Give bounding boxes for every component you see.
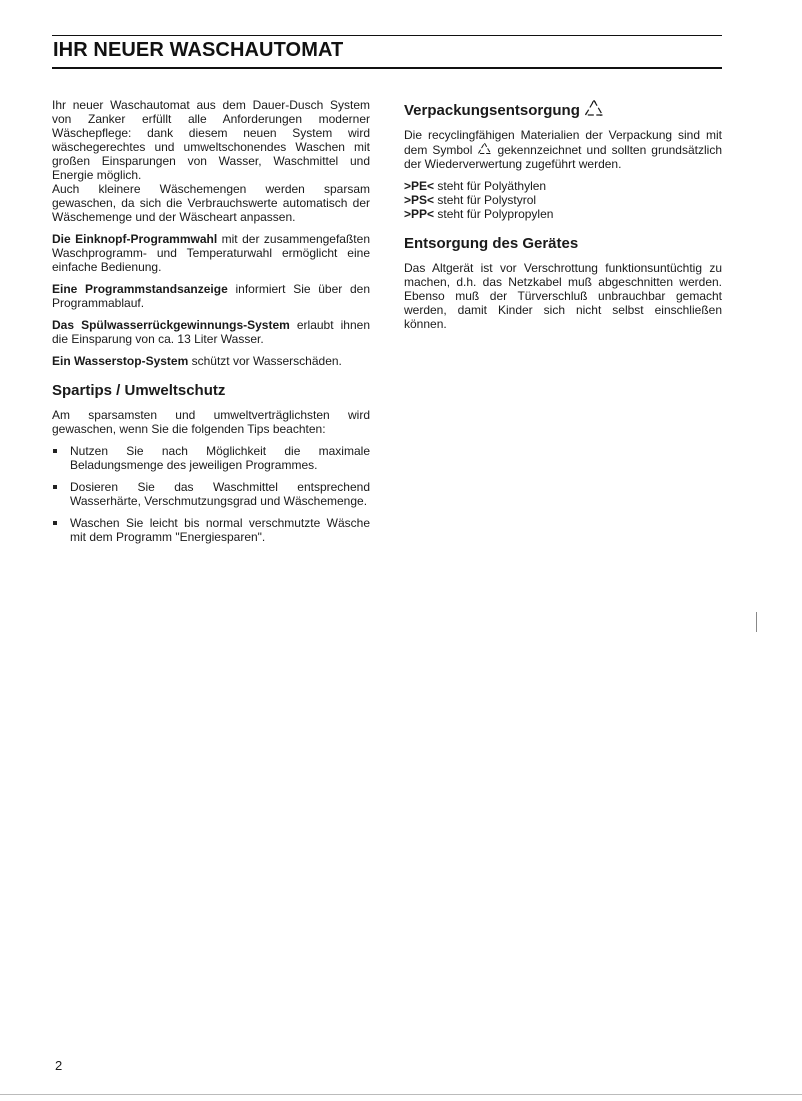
feature-title: Eine Programmstandsanzeige (52, 282, 228, 296)
right-column (404, 99, 722, 339)
feature-programmstandsanzeige (52, 282, 370, 310)
feature-programmwahl (52, 232, 370, 274)
feature-spuelwasser (52, 318, 370, 346)
spartips-list (52, 444, 370, 544)
material-code-row (404, 179, 722, 193)
page-number: 2 (55, 1058, 63, 1073)
verpackung-text-a: Die recyclingfähigen Materialien der Verpackung sind mit dem Symbol (404, 128, 722, 157)
header-rule-top (52, 35, 722, 36)
heading-text: Verpackungsentsorgung (404, 102, 580, 119)
bullet-icon (53, 485, 57, 489)
intro-paragraph-2: Auch kleinere Wäschemengen werden sparsam gewaschen, da sich die Verbrauchswerte automatisch der Wäschemenge und der Wäscheart anpassen. (52, 182, 370, 224)
feature-text: erlaubt ihnen die Einsparung von ca. 13 Liter Wasser. (52, 318, 370, 346)
material-code-row (404, 193, 722, 207)
feature-title: Ein Wasserstop-System (52, 354, 189, 368)
bullet-icon (53, 449, 57, 453)
feature-title: Das Spülwasserrückgewinnungs-System (52, 318, 290, 332)
verpackung-text (404, 128, 722, 171)
page-title: IHR NEUER WASCHAUTOMAT (53, 39, 344, 61)
material-code: >PE< (404, 179, 435, 193)
material-desc: steht für Polystyrol (434, 193, 537, 207)
header-rule-bottom (52, 67, 722, 69)
spartips-intro: Am sparsamsten und umweltverträglichsten wird gewaschen, wenn Sie die folgenden Tips beachten: (52, 408, 370, 436)
material-desc: steht für Polyäthylen (434, 179, 547, 193)
recycle-icon (477, 142, 492, 155)
feature-text: informiert Sie über den Programmablauf. (52, 282, 370, 310)
list-item-text: Waschen Sie leicht bis normal verschmutzte Wäsche mit dem Programm "Energiesparen". (70, 516, 370, 544)
bullet-icon (53, 521, 57, 525)
entsorgung-text: Das Altgerät ist vor Verschrottung funktionsuntüchtig zu machen, d.h. das Netzkabel muß abgeschnitten werden. Ebenso muß der Türverschluß unbrauchbar gemacht werden, damit Kinder sich nicht selbst einschließen können. (404, 261, 722, 331)
material-code-row (404, 207, 722, 221)
list-item-text: Nutzen Sie nach Möglichkeit die maximale Beladungsmenge des jeweiligen Programmes. (70, 444, 370, 472)
feature-wasserstop (52, 354, 370, 368)
feature-text: mit der zusammengefaßten Waschprogramm- und Temperaturwahl ermöglicht eine einfache Bedienung. (52, 232, 370, 274)
left-column (52, 98, 370, 552)
list-item-text: Dosieren Sie das Waschmittel entsprechend Wasserhärte, Verschmutzungsgrad und Wäschemenge. (70, 480, 370, 508)
footer-rule (0, 1094, 802, 1095)
intro-paragraph: Ihr neuer Waschautomat aus dem Dauer-Dusch System von Zanker erfüllt alle Anforderungen moderner Wäschepflege: dank diesem neuen System wird wäschegerechtes und umweltschonendes Waschen mit großen Einsparungen von Wasser, Waschmittel und Energie möglich. (52, 98, 370, 182)
list-item (52, 444, 370, 472)
verpackung-text-b: gekennzeichnet und sollten grundsätzlich der Wiederverwertung zugeführt werden. (404, 143, 722, 171)
list-item (52, 480, 370, 508)
recycle-icon (584, 99, 604, 117)
section-heading-entsorgung: Entsorgung des Gerätes (404, 235, 579, 252)
list-item (52, 516, 370, 544)
section-heading-spartips: Spartips / Umweltschutz (52, 382, 226, 399)
feature-text: schützt vor Wasserschäden. (188, 354, 342, 368)
section-heading-verpackung (404, 99, 722, 120)
material-code: >PP< (404, 207, 435, 221)
material-desc: steht für Polypropylen (434, 207, 554, 221)
material-code-list (404, 179, 722, 221)
margin-mark (756, 612, 757, 632)
material-code: >PS< (404, 193, 435, 207)
feature-title: Die Einknopf-Programmwahl (52, 232, 218, 246)
